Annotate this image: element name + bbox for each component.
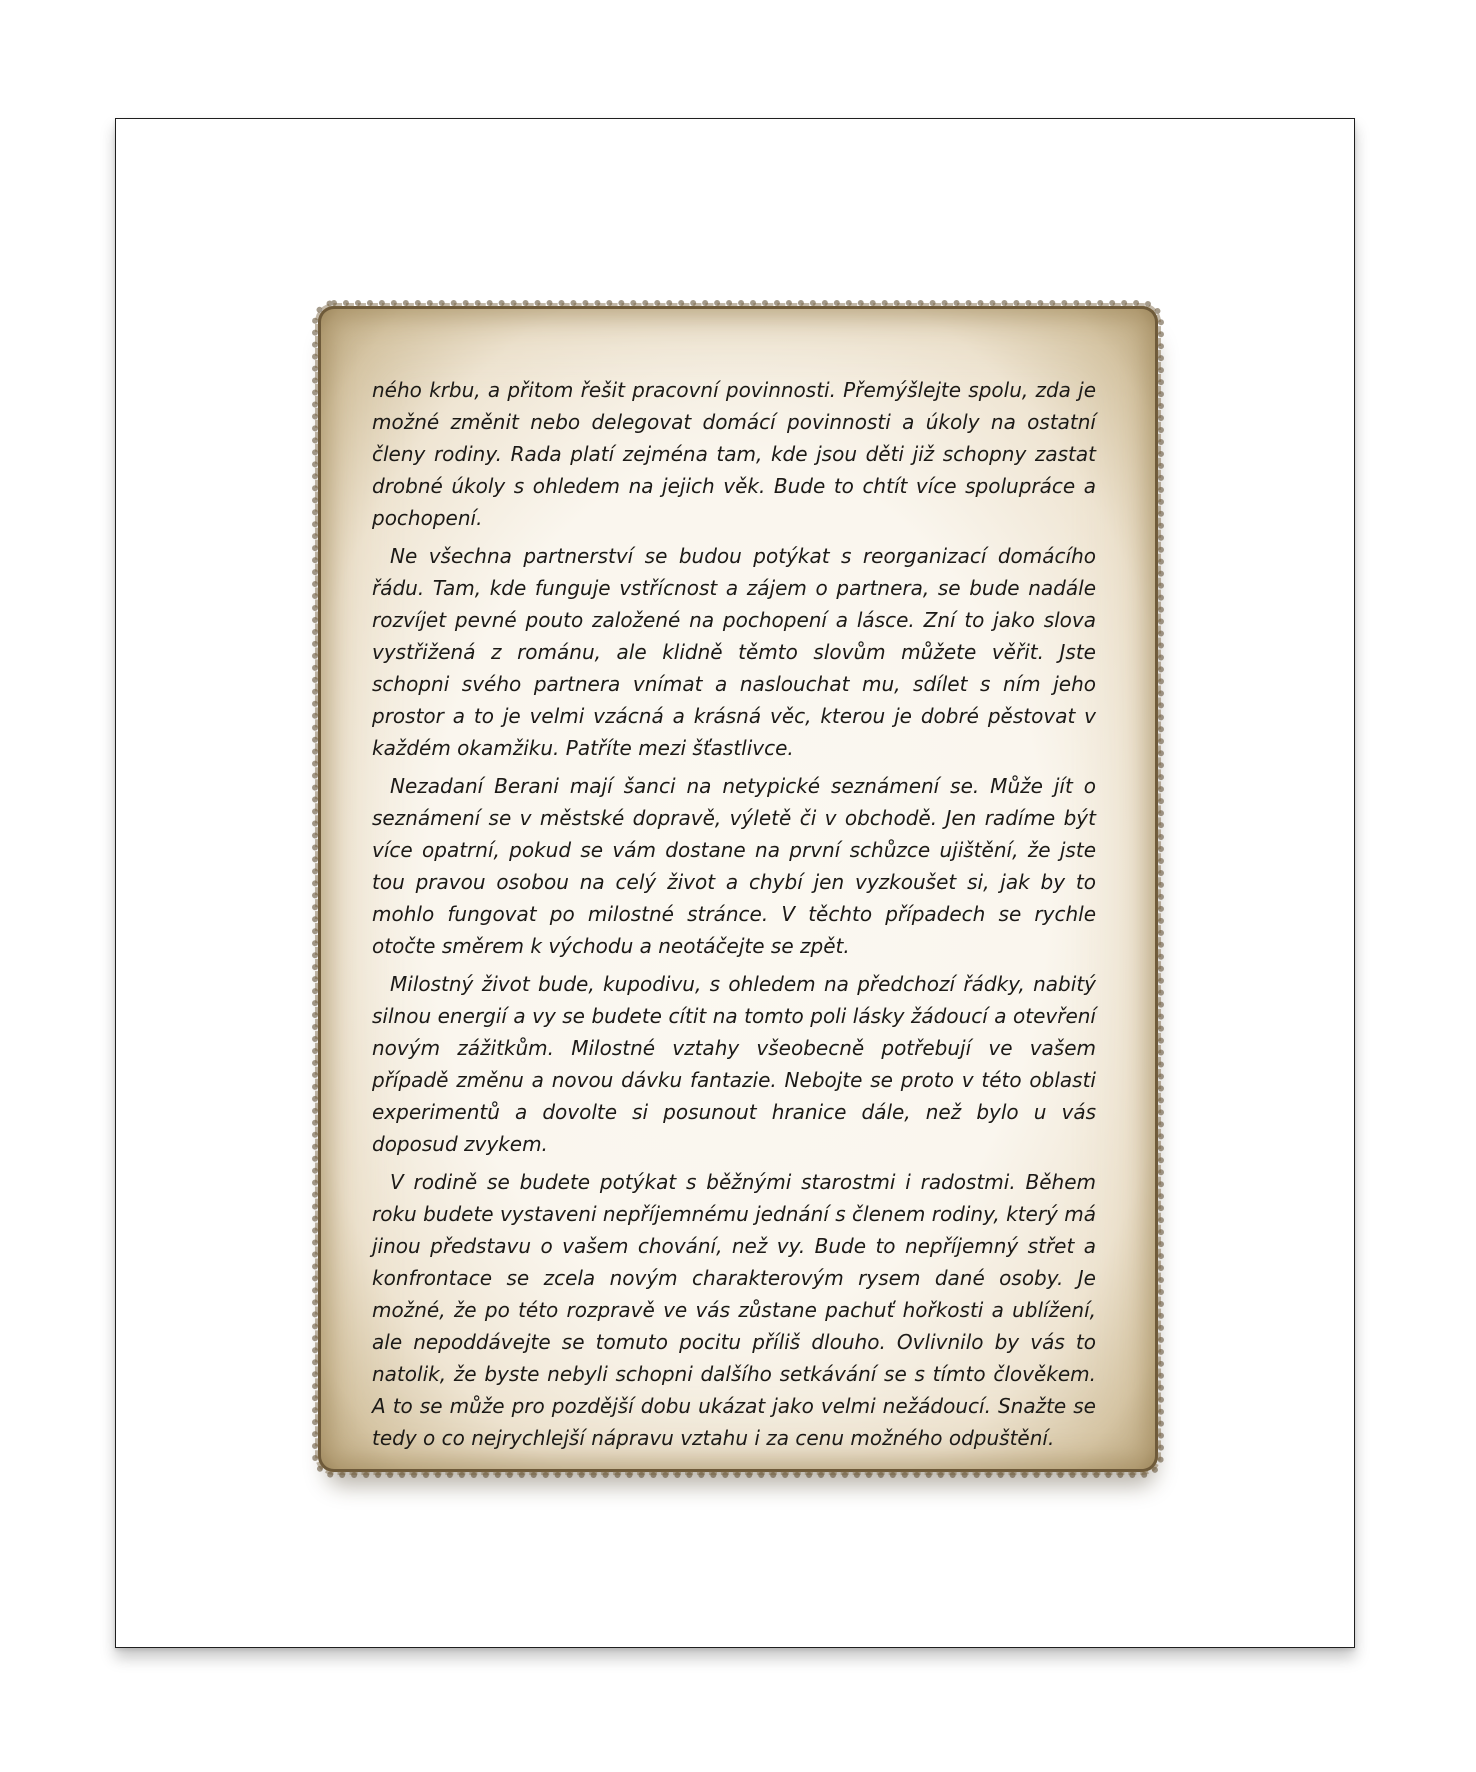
paragraph-2: Ne všechna partnerství se budou potýkat s reorganizací domácího řádu. Tam, kde funguje vstřícnost a zájem o partnera, se bude nadále rozvíjet pevné pouto založené na pochopení a lásce. Zní to jako slova vystřižená z románu, ale klidně těmto slovům můžete věřit. Jste schopni svého partnera vnímat a naslouchat mu, sdílet s ním jeho prostor a to je velmi vzácná a krásná věc, kterou je dobré pěstovat v každém okamžiku. Patříte mezi šťastlivce.	[372, 544, 1096, 760]
paragraph-5: V rodině se budete potýkat s běžnými starostmi i radostmi. Během roku budete vystaveni nepříjemnému jednání s členem rodiny, který má jinou představu o vašem chování, než vy. Bude to nepříjemný střet a konfrontace se zcela novým charakterovým rysem dané osoby. Je možné, že po této rozpravě ve vás zůstane pachuť hořkosti a ublížení, ale nepoddávejte se tomuto pocitu příliš dlouho. Ovlivnilo by vás to natolik, že byste nebyli schopni dalšího setkávání se s tímto člověkem. A to se může pro pozdější dobu ukázat jako velmi nežádoucí. Snažte se tedy o co nejrychlejší nápravu vztahu i za cenu možného odpuštění.	[372, 1170, 1096, 1450]
paragraph-1: ného krbu, a přitom řešit pracovní povinnosti. Přemýšlejte spolu, zda je možné změnit nebo delegovat domácí povinnosti a úkoly na ostatní členy rodiny. Rada platí zejména tam, kde jsou děti již schopny zastat drobné úkoly s ohledem na jejich věk. Bude to chtít více spolupráce a pochopení.	[372, 378, 1096, 530]
paragraph-3: Nezadaní Berani mají šanci na netypické seznámení se. Může jít o seznámení se v městské dopravě, výletě či v obchodě. Jen radíme být více opatrní, pokud se vám dostane na první schůzce ujištění, že jste tou pravou osobou na celý život a chybí jen vyzkoušet si, jak by to mohlo fungovat po milostné stránce. V těchto případech se rychle otočte směrem k východu a neotáčejte se zpět.	[372, 774, 1096, 958]
body-text	[372, 374, 1096, 1460]
paragraph-4: Milostný život bude, kupodivu, s ohledem na předchozí řádky, nabitý silnou energií a vy se budete cítit na tomto poli lásky žádoucí a otevření novým zážitkům. Milostné vztahy všeobecně potřebují ve vašem případě změnu a novou dávku fantazie. Nebojte se proto v této oblasti experimentů a dovolte si posunout hranice dále, než bylo u vás doposud zvykem.	[372, 972, 1096, 1156]
